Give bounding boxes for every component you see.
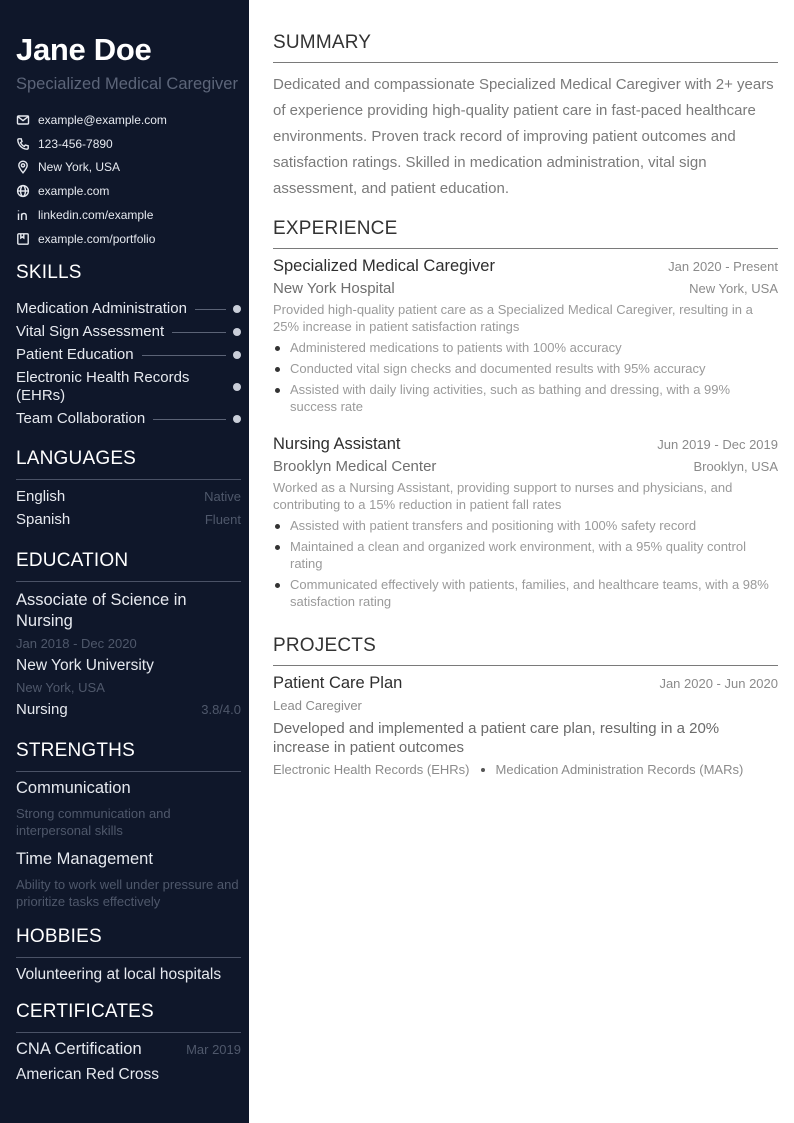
project-role: Lead Caregiver (273, 698, 362, 713)
education-dates: Jan 2018 - Dec 2020 (16, 636, 137, 651)
email-icon (16, 113, 30, 127)
project-tag: Medication Administration Records (MARs) (495, 762, 744, 777)
job-dates: Jun 2019 - Dec 2019 (657, 437, 778, 452)
certificate-date: Mar 2019 (186, 1042, 241, 1057)
certificate-name: CNA Certification (16, 1040, 142, 1058)
skill-label: Vital Sign Assessment (16, 323, 165, 340)
skill-item (16, 300, 241, 318)
projects-heading: PROJECTS (273, 635, 778, 666)
language-name: English (16, 488, 66, 505)
skill-level-dot (233, 305, 241, 313)
job-location: Brooklyn, USA (693, 459, 778, 474)
skill-label: Patient Education (16, 346, 134, 363)
contact-website[interactable] (16, 179, 241, 203)
job-bullets (273, 339, 778, 415)
job-bullet: Maintained a clean and organized work environment, with a 95% quality control rating (273, 538, 778, 572)
project-dates: Jan 2020 - Jun 2020 (659, 676, 778, 691)
skill-label: Team Collaboration (16, 410, 146, 427)
experience-entry (273, 435, 778, 614)
candidate-name: Jane Doe (16, 32, 152, 67)
job-description: Provided high-quality patient care as a Specialized Medical Caregiver, resulting in a 25% increase in patient satisfaction ratings (273, 302, 753, 334)
summary-heading: SUMMARY (273, 32, 778, 63)
job-company: Brooklyn Medical Center (273, 458, 437, 475)
language-name: Spanish (16, 511, 71, 528)
contact-phone-text: 123-456-7890 (38, 136, 113, 151)
skill-line (142, 355, 226, 356)
job-location: New York, USA (689, 281, 778, 296)
certificate-row (16, 1040, 241, 1059)
skill-line (195, 309, 226, 310)
skill-level-dot (233, 383, 241, 391)
education-field: Nursing (16, 701, 68, 718)
linkedin-icon (16, 208, 30, 222)
contact-location (16, 156, 241, 180)
job-bullet: Administered medications to patients with 100% accuracy (273, 339, 778, 356)
contact-location-text: New York, USA (38, 160, 121, 175)
job-bullet: Communicated effectively with patients, families, and healthcare teams, with a 98% satisfaction rating (273, 576, 778, 610)
job-bullets (273, 517, 778, 610)
education-gpa: 3.8/4.0 (201, 702, 241, 717)
contact-email-text: example@example.com (38, 112, 167, 127)
language-item (16, 511, 241, 528)
skill-level-dot (233, 415, 241, 423)
language-level: Native (204, 489, 241, 504)
strength-description: Strong communication and interpersonal skills (16, 806, 171, 838)
job-description: Worked as a Nursing Assistant, providing support to nurses and physicians, and contributing to a 15% reduction in patient fall rates (273, 480, 733, 512)
project-title: Patient Care Plan (273, 674, 403, 692)
hobbies-heading: HOBBIES (16, 926, 241, 958)
contact-email[interactable] (16, 108, 241, 132)
skill-label: Electronic Health Records (EHRs) (16, 369, 190, 404)
project-tags (273, 762, 778, 777)
contact-portfolio[interactable] (16, 227, 241, 251)
certificates-heading: CERTIFICATES (16, 1001, 241, 1033)
education-location: New York, USA (16, 680, 105, 695)
summary-text: Dedicated and compassionate Specialized Medical Caregiver with 2+ years of experience providing high-quality patient care in fast-paced healthcare environments. Proven track record of improving patient outcomes and satisfaction ratings. Skilled in medication administration, vital sign assessment, and patient education. (273, 76, 774, 197)
language-item (16, 488, 241, 505)
contact-list (16, 108, 241, 251)
strength-title: Communication (16, 779, 131, 797)
language-level: Fluent (204, 512, 241, 527)
contact-linkedin[interactable] (16, 203, 241, 227)
skill-level-dot (233, 351, 241, 359)
strength-description: Ability to work well under pressure and prioritize tasks effectively (16, 877, 239, 909)
experience-heading: EXPERIENCE (273, 218, 778, 249)
job-title: Specialized Medical Caregiver (273, 257, 495, 275)
job-company: New York Hospital (273, 280, 395, 297)
education-field-row (16, 701, 241, 718)
job-bullet: Assisted with patient transfers and positioning with 100% safety record (273, 517, 778, 534)
globe-icon (16, 184, 30, 198)
skill-item (16, 369, 241, 405)
education-degree: Associate of Science in Nursing (16, 591, 187, 630)
location-icon (16, 160, 30, 174)
education-school: New York University (16, 657, 154, 674)
job-bullet: Conducted vital sign checks and documented results with 95% accuracy (273, 360, 778, 377)
candidate-title: Specialized Medical Caregiver (16, 75, 238, 93)
project-description: Developed and implemented a patient care plan, resulting in a 20% increase in patient outcomes (273, 720, 720, 756)
skill-line (219, 387, 226, 388)
contact-portfolio-text: example.com/portfolio (38, 231, 156, 246)
phone-icon (16, 137, 30, 151)
experience-entry (273, 257, 778, 419)
tag-separator (481, 768, 485, 772)
job-bullet: Assisted with daily living activities, such as bathing and dressing, with a 99% success rate (273, 381, 778, 415)
strengths-heading: STRENGTHS (16, 740, 241, 772)
certificate-issuer: American Red Cross (16, 1066, 159, 1083)
skills-heading: SKILLS (16, 262, 82, 283)
skill-line (153, 419, 226, 420)
skill-item (16, 410, 241, 428)
skill-item (16, 346, 241, 364)
sidebar (0, 0, 249, 1123)
skill-label: Medication Administration (16, 300, 187, 317)
contact-website-text: example.com (38, 184, 110, 199)
contact-linkedin-text: linkedin.com/example (38, 208, 154, 223)
skill-item (16, 323, 241, 341)
strength-title: Time Management (16, 850, 153, 868)
contact-phone[interactable] (16, 132, 241, 156)
project-tag: Electronic Health Records (EHRs) (273, 762, 470, 777)
portfolio-icon (16, 232, 30, 246)
languages-heading: LANGUAGES (16, 448, 241, 480)
education-heading: EDUCATION (16, 550, 241, 582)
skills-list (16, 300, 241, 433)
skill-line (172, 332, 226, 333)
hobby-item: Volunteering at local hospitals (16, 966, 222, 983)
skill-level-dot (233, 328, 241, 336)
project-entry (273, 674, 778, 777)
job-dates: Jan 2020 - Present (668, 259, 778, 274)
job-title: Nursing Assistant (273, 435, 401, 453)
